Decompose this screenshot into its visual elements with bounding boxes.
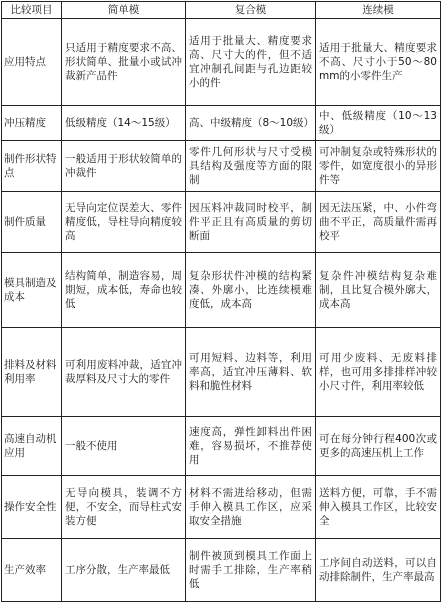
- table-row: [2, 253, 441, 328]
- table-row: [2, 539, 441, 602]
- header-item: 比较项目: [2, 2, 62, 19]
- cell-compound: 复杂形状件冲模的结构紧凑、外廓小，比连续模难度低，成本高: [186, 253, 316, 328]
- row-label: 制件形状特点: [2, 141, 62, 192]
- cell-compound: 因压料冲裁同时校平，制件平正且有高质量的剪切断面: [186, 192, 316, 253]
- cell-simple: 工序分散，生产率最低: [62, 539, 186, 602]
- cell-progressive: 复杂件冲模结构复杂难制，且比复合模外廓大，成本高: [316, 253, 441, 328]
- cell-progressive: 因无法压紧，中、小件弯曲不平正，高质量件需再校平: [316, 192, 441, 253]
- cell-simple: 一般不使用: [62, 417, 186, 476]
- row-label: 操作安全性: [2, 476, 62, 539]
- header-progressive-die: 连续模: [316, 2, 441, 19]
- row-label: 制件质量: [2, 192, 62, 253]
- cell-compound: 材料不需进给移动，但需手伸入模具工作区，应采取安全措施: [186, 476, 316, 539]
- header-row: [2, 2, 441, 19]
- header-compound-die: 复合模: [186, 2, 316, 19]
- cell-simple: 可利用废料冲裁，适宜冲裁厚料及尺寸大的零件: [62, 328, 186, 417]
- cell-simple: 无导向定位误差大、零件精度低，导柱导向精度较高: [62, 192, 186, 253]
- cell-progressive: 可在每分钟行程400次或更多的高速压机上工作: [316, 417, 441, 476]
- cell-progressive: 中、低级精度（10～13级）: [316, 106, 441, 141]
- row-label: 生产效率: [2, 539, 62, 602]
- cell-simple: 一般适用于形状较简单的冲裁件: [62, 141, 186, 192]
- cell-progressive: 可冲制复杂或特殊形状的零件，如宽度很小的异形件等: [316, 141, 441, 192]
- cell-simple: 无导向模具，装调不方便，不安全，而导柱式安装方便: [62, 476, 186, 539]
- cell-compound: 可用短料、边料等，利用率高，适宜冲压薄料、软料和脆性材料: [186, 328, 316, 417]
- cell-progressive: 送料方便，可靠，手不需伸入模具工作区，比较安全: [316, 476, 441, 539]
- header-simple-die: 简单模: [62, 2, 186, 19]
- row-label: 高速自动机应用: [2, 417, 62, 476]
- table-row: [2, 141, 441, 192]
- cell-compound: 速度高，弹性卸料出件困难，容易损坏，不推荐使用: [186, 417, 316, 476]
- table-row: [2, 417, 441, 476]
- row-label: 应用特点: [2, 19, 62, 106]
- table-row: [2, 192, 441, 253]
- cell-compound: 零件几何形状与尺寸受模具结构及强度等方面的限制: [186, 141, 316, 192]
- cell-simple: 只适用于精度要求不高、形状简单、批量小或试冲裁新产品件: [62, 19, 186, 106]
- table-row: [2, 328, 441, 417]
- table-row: [2, 476, 441, 539]
- cell-progressive: 可用少废料、无废料排样，也可用多排排样冲较小尺寸件，利用率较低: [316, 328, 441, 417]
- row-label: 冲压精度: [2, 106, 62, 141]
- cell-simple: 低级精度（14～15级）: [62, 106, 186, 141]
- cell-compound: 高、中级精度（8～10级）: [186, 106, 316, 141]
- cell-progressive: 适用于批量大、精度要求不高、尺寸小于50～80mm的小零件生产: [316, 19, 441, 106]
- cell-progressive: 工序间自动送料，可以自动排除制件，生产率最高: [316, 539, 441, 602]
- row-label: 模具制造及成本: [2, 253, 62, 328]
- cell-compound: 制件被顶到模具工作面上时需手工排除，生产率稍低: [186, 539, 316, 602]
- table-row: [2, 19, 441, 106]
- die-comparison-table: [1, 1, 441, 602]
- table-row: [2, 106, 441, 141]
- cell-compound: 适用于批量大、精度要求高、尺寸大的件，但不适宜冲制孔间距与孔边距较小的件: [186, 19, 316, 106]
- row-label: 排料及材料利用率: [2, 328, 62, 417]
- cell-simple: 结构简单，制造容易，周期短，成本低，寿命也较低: [62, 253, 186, 328]
- document-page: [0, 1, 441, 601]
